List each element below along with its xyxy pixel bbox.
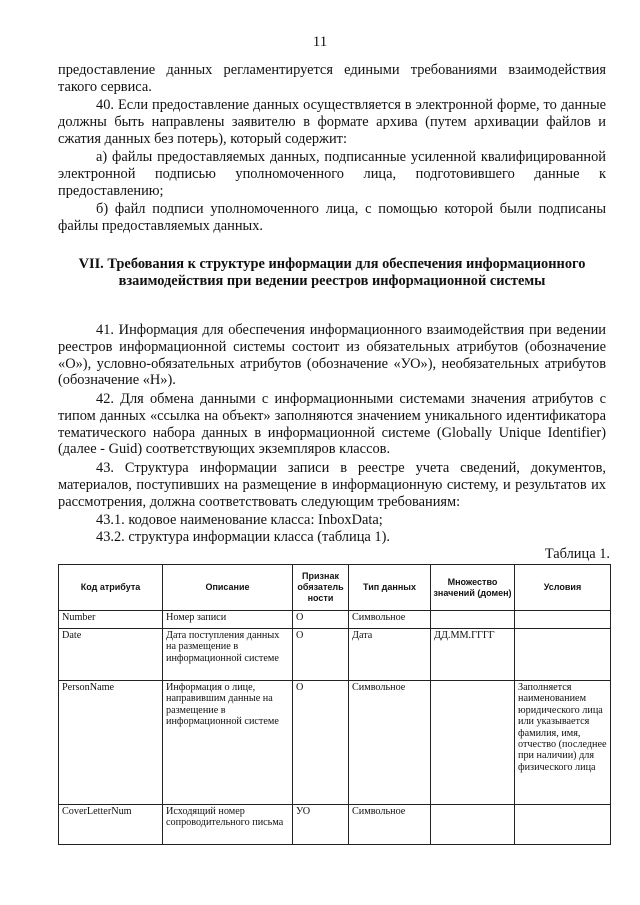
header-description: Описание: [163, 565, 293, 611]
cell-code: PersonName: [59, 681, 163, 805]
cell-description: Номер записи: [163, 611, 293, 629]
paragraph-42: [58, 391, 606, 458]
cell-conditions: [515, 805, 611, 845]
page-number: 11: [312, 34, 328, 50]
cell-domain: [431, 681, 515, 805]
header-domain: Множество значений (домен): [431, 565, 515, 611]
cell-code: CoverLetterNum: [59, 805, 163, 845]
cell-required: УО: [293, 805, 349, 845]
paragraph-41-text: 41. Информация для обеспечения информационного взаимодействия при ведении реестров информационной системы состоит из обязательных атрибутов (обозначение «О»), условно-обязательных атрибутов (обозначение «УО»), необязательных атрибутов (обозначение «Н»).: [58, 322, 606, 389]
paragraph-40a: [58, 149, 606, 199]
cell-domain: ДД.ММ.ГГГГ: [431, 629, 515, 681]
table-row: [59, 805, 611, 845]
cell-conditions: [515, 611, 611, 629]
paragraph-40a-text: а) файлы предоставляемых данных, подписанные усиленной квалифицированной электронной подписью уполномоченного лица, подготовившего данные к предоставлению;: [58, 149, 606, 199]
table-row: [59, 629, 611, 681]
section-heading: VII. Требования к структуре информации для обеспечения информационного взаимодействия при ведении реестров информационной системы: [78, 256, 586, 290]
table-row: [59, 681, 611, 805]
paragraph-intro: [58, 62, 606, 96]
paragraph-43-2-text: 43.2. структура информации класса (таблица 1).: [96, 529, 390, 545]
cell-required: О: [293, 629, 349, 681]
cell-type: Дата: [349, 629, 431, 681]
paragraph-intro-text: предоставление данных регламентируется едиными требованиями взаимодействия такого сервиса.: [58, 62, 606, 95]
paragraph-43-1-text: 43.1. кодовое наименование класса: InboxData;: [96, 512, 383, 528]
cell-type: Символьное: [349, 681, 431, 805]
header-type: Тип данных: [349, 565, 431, 611]
paragraph-42-text: 42. Для обмена данными с информационными системами значения атрибутов с типом данных «ссылка на объект» заполняются значением уникального идентификатора тематического набора данных в информационной системе (Globally Unique Identifier) (далее - Guid) соответствующих экземпляров классов.: [58, 391, 606, 458]
paragraph-43-2: [58, 529, 606, 546]
cell-code: Date: [59, 629, 163, 681]
paragraph-43: [58, 460, 606, 510]
paragraph-40: [58, 97, 606, 147]
cell-code: Number: [59, 611, 163, 629]
cell-conditions: [515, 629, 611, 681]
attributes-table: [58, 564, 611, 845]
cell-description: Дата поступления данных на размещение в информационной системе: [163, 629, 293, 681]
paragraph-40b-text: б) файл подписи уполномоченного лица, с помощью которой были подписаны файлы предоставляемых данных.: [58, 201, 606, 234]
cell-domain: [431, 805, 515, 845]
header-required: Признак обязатель ности: [293, 565, 349, 611]
cell-type: Символьное: [349, 805, 431, 845]
table-row: [59, 611, 611, 629]
cell-description: Информация о лице, направившим данные на размещение в информационной системе: [163, 681, 293, 805]
cell-type: Символьное: [349, 611, 431, 629]
table-caption: Таблица 1.: [544, 546, 610, 562]
paragraph-43-1: [58, 512, 606, 529]
paragraph-41: [58, 322, 606, 389]
cell-required: О: [293, 681, 349, 805]
header-conditions: Условия: [515, 565, 611, 611]
paragraph-40-text: 40. Если предоставление данных осуществляется в электронной форме, то данные должны быть направлены заявителю в формате архива (путем архивации файлов и сжатия данных без потерь), который содержит:: [58, 97, 606, 147]
cell-conditions: Заполняется наименованием юридического лица или указывается фамилия, имя, отчество (последнее при наличии) для физического лица: [515, 681, 611, 805]
cell-description: Исходящий номер сопроводительного письма: [163, 805, 293, 845]
paragraph-43-text: 43. Структура информации записи в реестре учета сведений, документов, материалов, поступивших на размещение в информационную систему, и результатов их рассмотрения, должна соответствовать следующим требованиям:: [58, 460, 606, 510]
table-header-row: [59, 565, 611, 611]
cell-domain: [431, 611, 515, 629]
header-code: Код атрибута: [59, 565, 163, 611]
cell-required: О: [293, 611, 349, 629]
paragraph-40b: [58, 201, 606, 235]
